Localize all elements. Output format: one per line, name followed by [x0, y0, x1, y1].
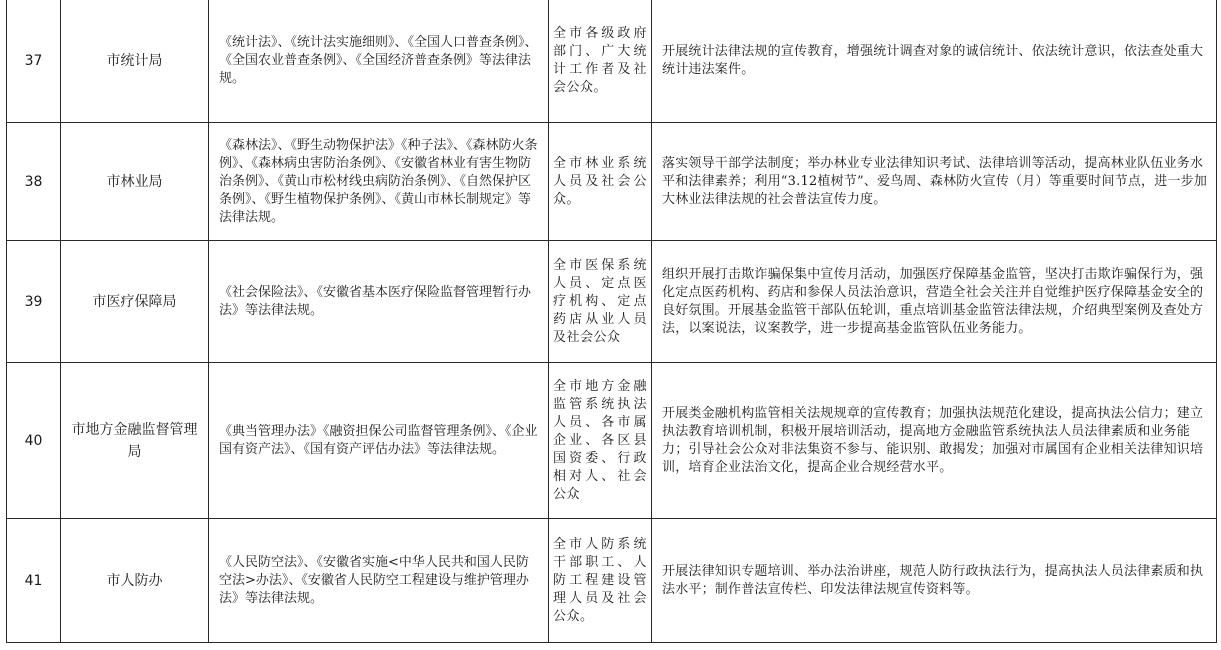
laws-cell: 《统计法》、《统计法实施细则》、《全国人口普查条例》、《全国农业普查条例》、《全国经济普查条例》等法律法规。: [209, 0, 549, 123]
target-audience-cell: 全市各级政府部门、广大统计工作者及社会公众。: [549, 0, 652, 123]
row-number: 40: [7, 363, 61, 519]
agency-name: 市人防办: [61, 519, 209, 643]
laws-cell: 《社会保险法》、《安徽省基本医疗保险监督管理暂行办法》等法律法规。: [209, 241, 549, 363]
target-audience-cell: 全市地方金融监管系统执法人员、各市属企业、各区县国资委、行政相对人、社会公众: [549, 363, 652, 519]
legal-education-table: [6, 0, 1217, 643]
agency-name: 市林业局: [61, 123, 209, 241]
target-audience-cell: 全市医保系统人员、定点医疗机构、定点药店从业人员及社会公众: [549, 241, 652, 363]
laws-cell: 《典当管理办法》《融资担保公司监督管理条例》、《企业国有资产法》、《国有资产评估办法》等法律法规。: [209, 363, 549, 519]
target-audience-cell: 全市人防系统干部职工、人防工程建设管理人员及社会公众。: [549, 519, 652, 643]
row-number: 41: [7, 519, 61, 643]
target-audience-cell: 全市林业系统人员及社会公众。: [549, 123, 652, 241]
row-number: 38: [7, 123, 61, 241]
content-cell: 开展类金融机构监管相关法规规章的宣传教育；加强执法规范化建设，提高执法公信力；建立执法教育培训机制，积极开展培训活动，提高地方金融监管系统执法人员法律素质和业务能力；引导社会公众对非法集资不参与、能识别、敢揭发；加强对市属国有企业相关法律知识培训，培育企业法治文化，提高企业合规经营水平。: [652, 363, 1217, 519]
agency-name: 市统计局: [61, 0, 209, 123]
row-number: 37: [7, 0, 61, 123]
laws-cell: 《人民防空法》、《安徽省实施<中华人民共和国人民防空法>办法》、《安徽省人民防空工程建设与维护管理办法》等法律法规。: [209, 519, 549, 643]
table-row-37: [7, 0, 1217, 123]
agency-name: 市地方金融监督管理局: [61, 363, 209, 519]
table-row-38: [7, 123, 1217, 241]
content-cell: 组织开展打击欺诈骗保集中宣传月活动，加强医疗保障基金监管，坚决打击欺诈骗保行为，强化定点医药机构、药店和参保人员法治意识，营造全社会关注并自觉维护医疗保障基金安全的良好氛围。开展基金监管干部队伍轮训，重点培训基金监管法律法规，介绍典型案例及查处方法，以案说法，议案教学，进一步提高基金监管队伍业务能力。: [652, 241, 1217, 363]
content-cell: 开展法律知识专题培训、举办法治讲座，规范人防行政执法行为，提高执法人员法律素质和执法水平；制作普法宣传栏、印发法律法规宣传资料等。: [652, 519, 1217, 643]
table-row-40: [7, 363, 1217, 519]
laws-cell: 《森林法》、《野生动物保护法》《种子法》、《森林防火条例》、《森林病虫害防治条例》、《安徽省林业有害生物防治条例》、《黄山市松材线虫病防治条例》、《自然保护区条例》、《野生植物保护条例》、《黄山市林长制规定》等法律法规。: [209, 123, 549, 241]
row-number: 39: [7, 241, 61, 363]
agency-name: 市医疗保障局: [61, 241, 209, 363]
table-row-39: [7, 241, 1217, 363]
content-cell: 落实领导干部学法制度；举办林业专业法律知识考试、法律培训等活动，提高林业队伍业务水平和法律素养；利用“3.12植树节”、爱鸟周、森林防火宣传（月）等重要时间节点，进一步加大林业法律法规的社会普法宣传力度。: [652, 123, 1217, 241]
table-row-41: [7, 519, 1217, 643]
content-cell: 开展统计法律法规的宣传教育，增强统计调查对象的诚信统计、依法统计意识，依法查处重大统计违法案件。: [652, 0, 1217, 123]
